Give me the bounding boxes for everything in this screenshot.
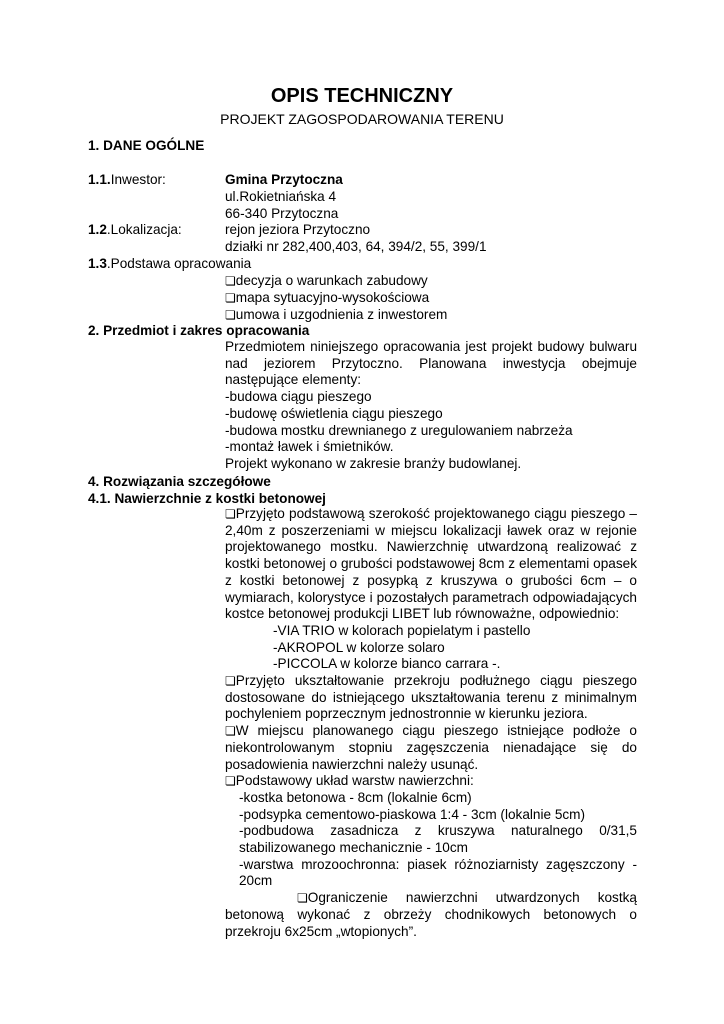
checkbox-icon: ❏ bbox=[297, 891, 308, 906]
section-4-heading: 4. Rozwiązania szczegółowe bbox=[88, 474, 271, 489]
section-4-1-body bbox=[225, 506, 637, 940]
basis-item: ❏umowa i uzgodnienia z inwestorem bbox=[225, 307, 448, 322]
basis-item: ❏mapa sytuacyjno-wysokościowa bbox=[225, 290, 430, 305]
section-2-intro: Przedmiotem niniejszego opracowania jest projekt budowy bulwaru nad jeziorem Przytoczno. Planowana inwestycja obejmuje następujące elementy: bbox=[225, 339, 637, 388]
layer-item: -podsypka cementowo-piaskowa 1:4 - 3cm (lokalnie 5cm) bbox=[239, 806, 586, 822]
section-2-note: Projekt wykonano w zakresie branży budowlanej. bbox=[225, 455, 522, 471]
investor-name: Gmina Przytoczna bbox=[225, 172, 343, 187]
document-subtitle: PROJEKT ZAGOSPODAROWANIA TERENU bbox=[220, 111, 504, 127]
section-1-heading: 1. DANE OGÓLNE bbox=[88, 138, 205, 153]
layer-item: -kostka betonowa - 8cm (lokalnie 6cm) bbox=[239, 789, 472, 805]
checkbox-icon: ❏ bbox=[225, 674, 236, 689]
basis-label: 1.3.Podstawa opracowania bbox=[88, 256, 252, 271]
layer-item: -warstwa mrozoochronna: piasek różnoziarnisty zagęszczony - 20cm bbox=[239, 856, 637, 889]
paragraph: ❏Podstawowy układ warstw nawierzchni: bbox=[225, 773, 474, 789]
product-item: -PICCOLA w kolorze bianco carrara -. bbox=[273, 656, 501, 672]
scope-item: -budowa mostku drewnianego z uregulowaniem nabrzeża bbox=[225, 422, 573, 438]
paragraph: ❏Ograniczenie nawierzchni utwardzonych kostką betonową wykonać z obrzeży chodnikowych betonowych o przekroju 6x25cm „wtopionych”. bbox=[225, 890, 637, 939]
checkbox-icon: ❏ bbox=[225, 291, 236, 305]
location-label: 1.2.Lokalizacja: bbox=[88, 222, 182, 237]
basis-item: ❏decyzja o warunkach zabudowy bbox=[225, 273, 428, 288]
paragraph: ❏Przyjęto podstawową szerokość projektowanego ciągu pieszego – 2,40m z poszerzeniami w miejscu lokalizacji ławek oraz w rejonie projektowanego mostku. Nawierzchnię utwardzoną realizować z kostki betonowej o grubości podstawowej 8cm z elementami opasek z kostki betonowej z posypką z kruszywa o grubości 6cm – o wymiarach, kolorystyce i pozostałych parametrach odpowiadających kostce betonowej produkcji LIBET lub równoważne, odpowiednio: bbox=[225, 506, 637, 622]
investor-address-line1: ul.Rokietniańska 4 bbox=[225, 189, 337, 204]
layer-item: -podbudowa zasadnicza z kruszywa naturalnego 0/31,5 stabilizowanego mechanicznie - 10cm bbox=[239, 823, 637, 856]
section-2-body bbox=[225, 339, 637, 473]
checkbox-icon: ❏ bbox=[225, 308, 236, 322]
section-2-heading: 2. Przedmiot i zakres opracowania bbox=[88, 323, 310, 338]
product-item: -AKROPOL w kolorze solaro bbox=[273, 639, 445, 655]
checkbox-icon: ❏ bbox=[225, 507, 236, 521]
checkbox-icon: ❏ bbox=[225, 274, 236, 288]
document-title: OPIS TECHNICZNY bbox=[270, 85, 454, 107]
checkbox-icon: ❏ bbox=[225, 774, 236, 789]
scope-item: -budowa ciągu pieszego bbox=[225, 389, 372, 405]
product-item: -VIA TRIO w kolorach popielatym i pastello bbox=[273, 622, 531, 638]
scope-item: -budowę oświetlenia ciągu pieszego bbox=[225, 405, 443, 421]
scope-item: -montaż ławek i śmietników. bbox=[225, 439, 394, 455]
checkbox-icon: ❏ bbox=[225, 724, 236, 739]
paragraph: ❏W miejscu planowanego ciągu pieszego istniejące podłoże o niekontrolowanym stopniu zagęszczenia nienadające się do posadowienia nawierzchni należy usunąć. bbox=[225, 723, 637, 772]
paragraph: ❏Przyjęto ukształtowanie przekroju podłużnego ciągu pieszego dostosowane do istniejącego ukształtowania terenu z minimalnym pochyleniem poprzecznym jednostronnie w kierunku jeziora. bbox=[225, 673, 637, 722]
section-4-1-heading: 4.1. Nawierzchnie z kostki betonowej bbox=[88, 491, 326, 506]
location-value-2: działki nr 282,400,403, 64, 394/2, 55, 399/1 bbox=[225, 239, 487, 254]
investor-label: 1.1.Inwestor: bbox=[88, 172, 166, 187]
location-value-1: rejon jeziora Przytoczno bbox=[225, 222, 371, 237]
investor-address-line2: 66-340 Przytoczna bbox=[225, 206, 339, 221]
